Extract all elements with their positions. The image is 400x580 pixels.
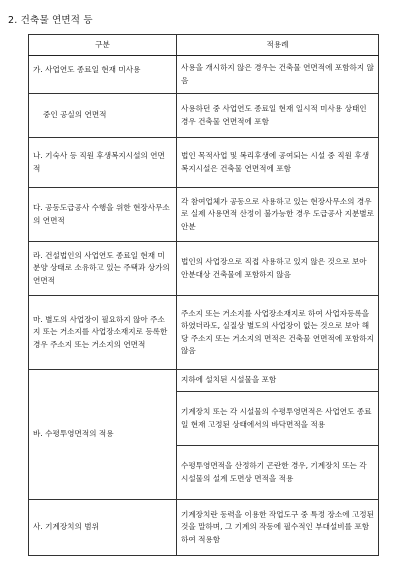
table-row [29,94,379,138]
header-category: 구분 [29,35,177,56]
row-rule: 각 참여업체가 공동으로 사용하고 있는 현장사무소의 경우로 실제 사용면적 산정이 불가능한 경우 도급공사 지분별로 안분 [177,188,379,242]
table-row [29,56,379,94]
section-title: 2. 건축물 연면적 등 [8,15,93,26]
row-rule: 기계장치 또는 각 시설물의 수평투영면적은 사업연도 종료일 현재 고정된 상태에서의 바닥면적을 적용 [177,392,379,446]
row-category: 나. 기숙사 등 직원 후생복지시설의 연면적 [29,138,177,188]
row-category: 사. 기계장치의 범위 [29,500,177,556]
row-rule: 사용하던 중 사업연도 종료일 현재 일시적 미사용 상태인 경우 건축물 연면적에 포함 [177,94,379,138]
row-rule: 사용을 개시하지 않은 경우는 건축물 연면적에 포함하지 않음 [177,56,379,94]
row-category: 다. 공동도급공사 수행을 위한 현장사무소의 연면적 [29,188,177,242]
row-category: 마. 별도의 사업장이 필요하지 않아 주소지 또는 거소지를 사업장소재지로 등록한 경우 주소지 또는 거소지의 연면적 [29,296,177,370]
row-rule: 지하에 설치된 시설물을 포함 [177,370,379,392]
row-category: 중인 공실의 연면적 [29,94,177,138]
row-category: 바. 수평투영면적의 적용 [29,370,177,500]
row-rule: 법인의 사업장으로 직접 사용하고 있지 않은 것으로 보아 안분대상 건축물에 포함하지 않음 [177,242,379,296]
table-row [29,242,379,296]
row-rule: 법인 목적사업 및 복리후생에 공여되는 시설 중 직원 후생복지시설은 건축물 연면적에 포함 [177,138,379,188]
application-table [28,34,379,556]
table-row [29,296,379,370]
table-row [29,370,379,392]
row-category: 라. 건설법인의 사업연도 종료일 현재 미분양 상태로 소유하고 있는 주택과 상가의 연면적 [29,242,177,296]
row-rule: 수평투영면적을 산정하기 곤란한 경우, 기계장치 또는 각 시설물의 설계 도면상 면적을 적용 [177,446,379,500]
table-row [29,500,379,556]
table-header-row [29,35,379,56]
row-category: 가. 사업연도 종료일 현재 미사용 [29,56,177,94]
table-row [29,188,379,242]
header-rule: 적용례 [177,35,379,56]
row-rule: 주소지 또는 거소지를 사업장소재지로 하여 사업자등록을 하였더라도, 실질상 별도의 사업장이 없는 것으로 보아 해당 주소지 또는 거소지의 면적은 건축물 연면적에 포함하지 않음 [177,296,379,370]
table-row [29,138,379,188]
row-rule: 기계장치란 동력을 이용한 작업도구 중 특정 장소에 고정된 것을 말하며, 그 기계의 작동에 필수적인 부대설비를 포함하여 적용함 [177,500,379,556]
